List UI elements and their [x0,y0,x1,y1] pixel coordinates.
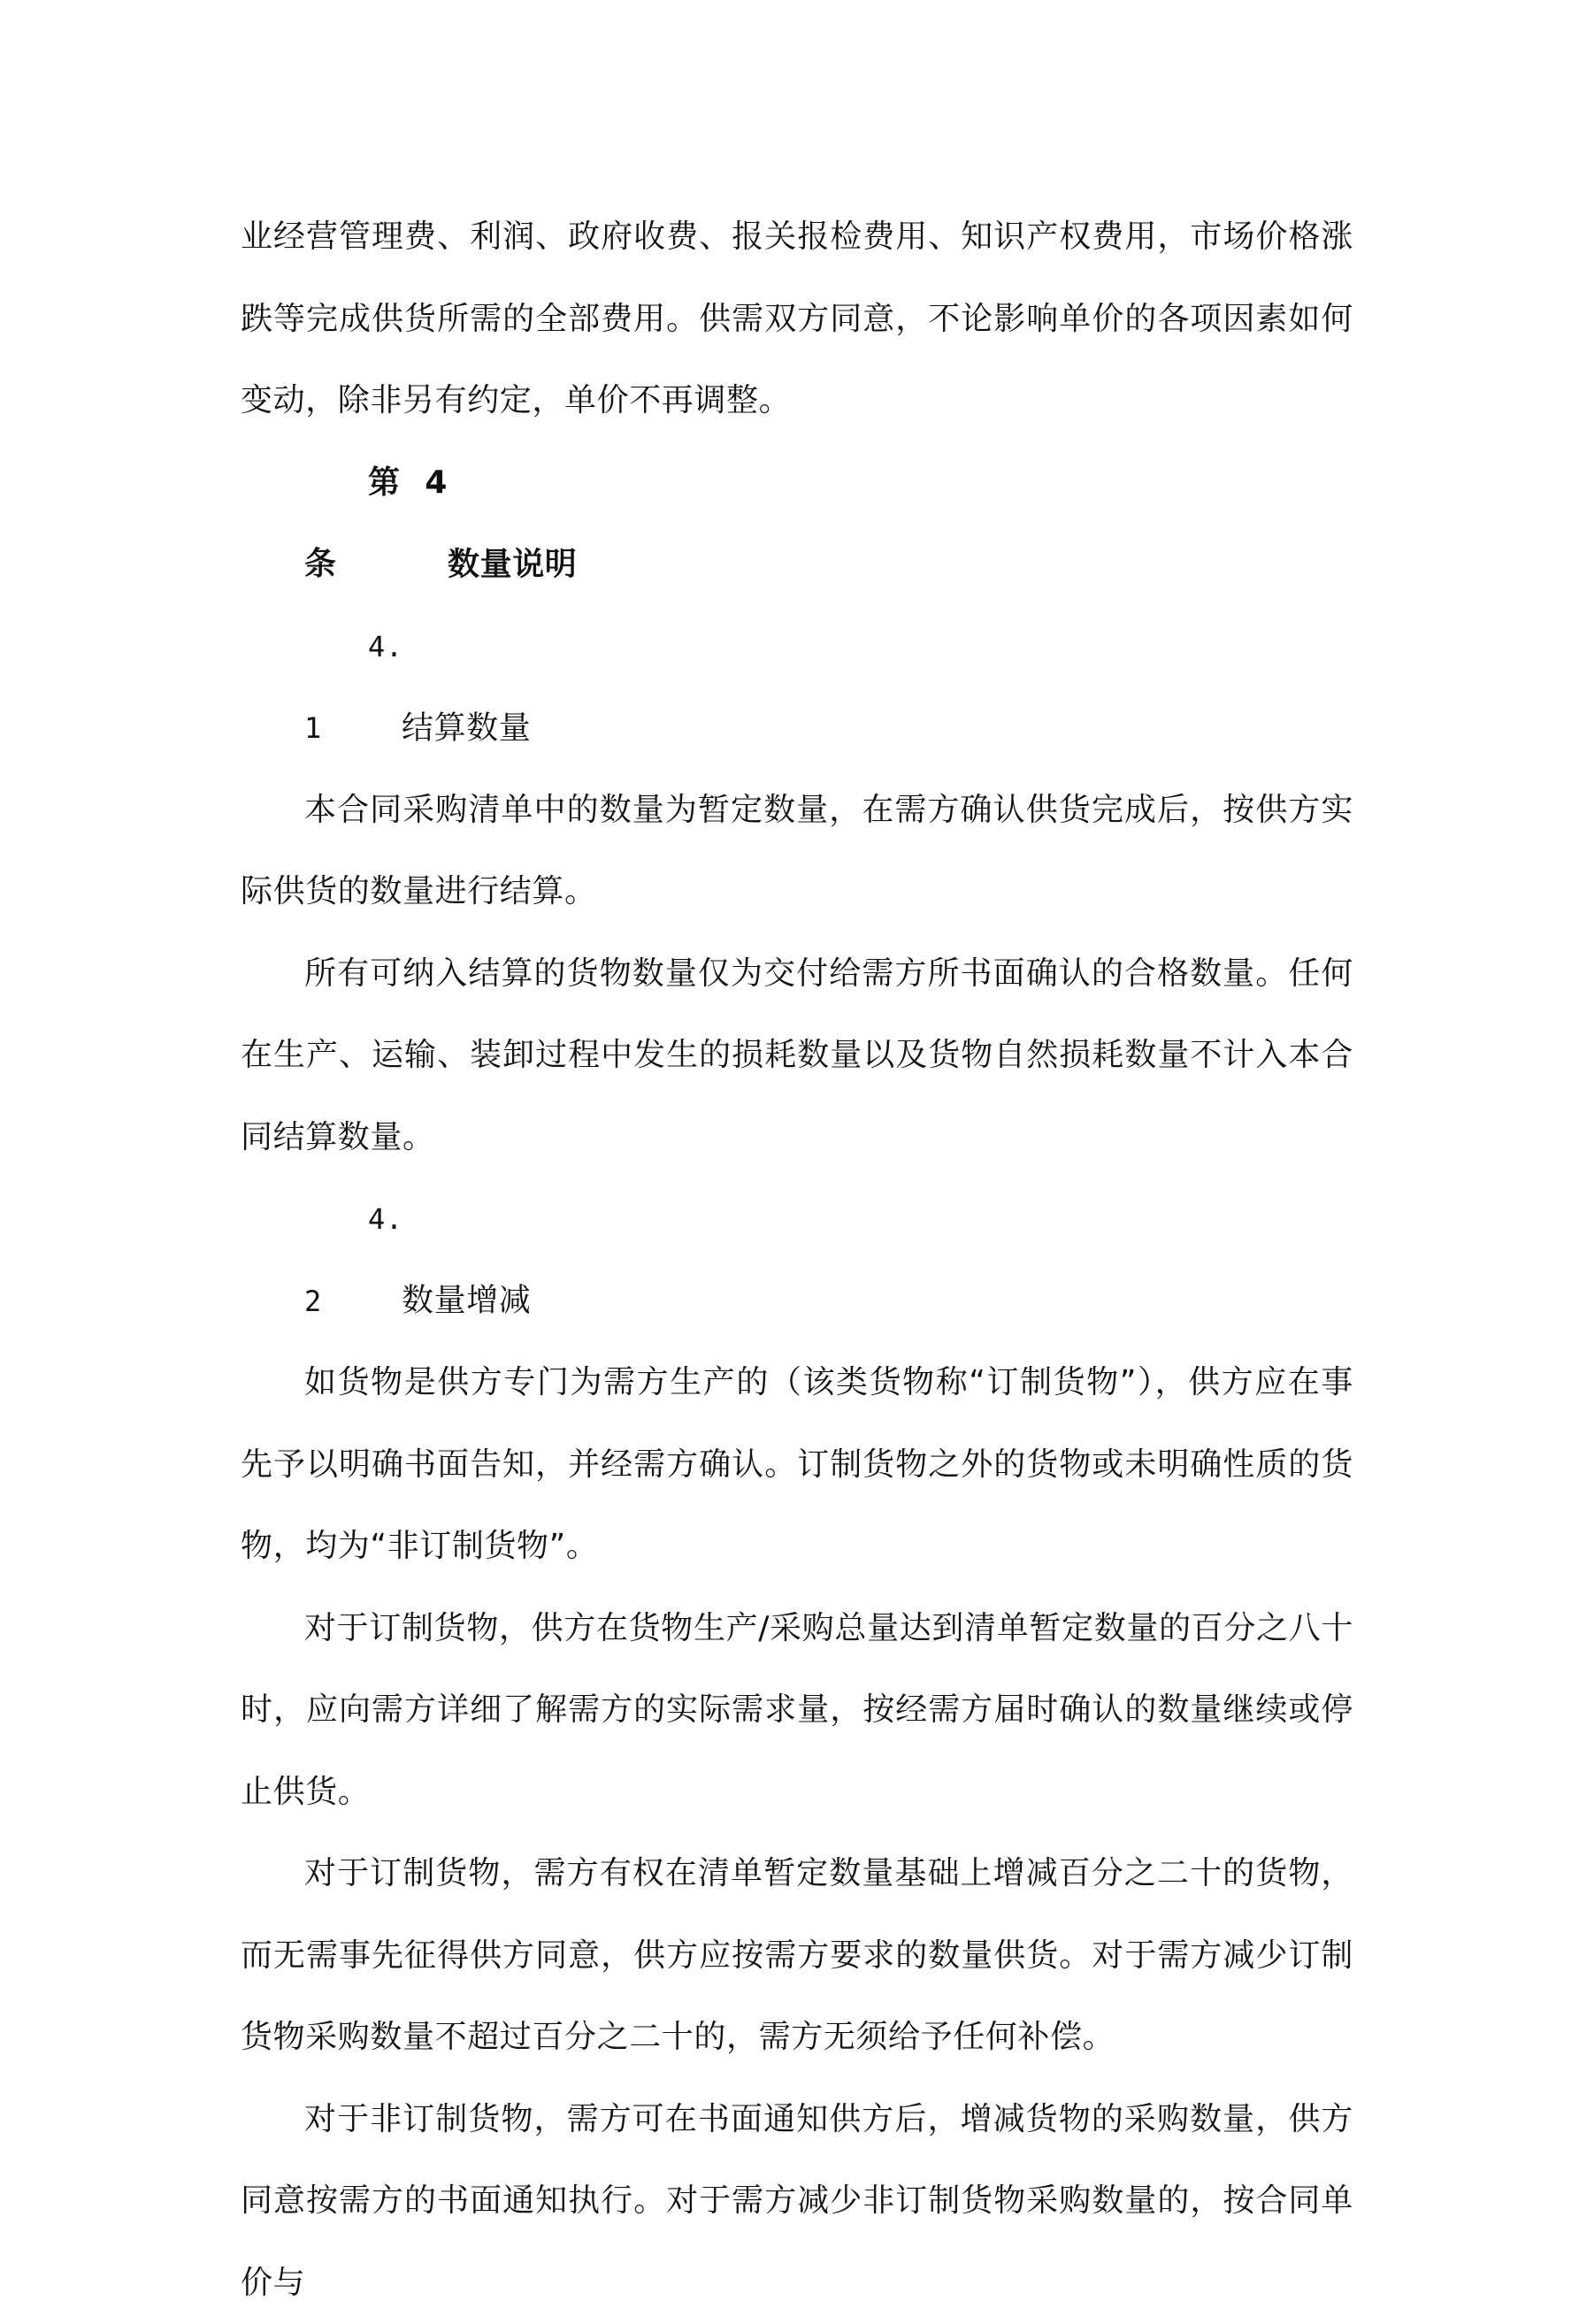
paragraph-settlement-basis: 本合同采购清单中的数量为暂定数量，在需方确认供货完成后，按供方实际供货的数量进行结算。 [241,770,1353,933]
article-4-heading [241,442,1353,606]
section-title: 结算数量 [402,709,531,746]
article-number: 第 4 条 [304,442,448,606]
paragraph-qualified-quantity: 所有可纳入结算的货物数量仅为交付给需方所书面确认的合格数量。任何在生产、运输、装卸过程中发生的损耗数量以及货物自然损耗数量不计入本合同结算数量。 [241,933,1353,1179]
section-number: 4.1 [304,606,402,770]
paragraph-custom-goods-eighty-percent: 对于订制货物，供方在货物生产/采购总量达到清单暂定数量的百分之八十时，应向需方详细了解需方的实际需求量，按经需方届时确认的数量继续或停止供货。 [241,1588,1353,1834]
paragraph-custom-goods-definition: 如货物是供方专门为需方生产的（该类货物称“订制货物”），供方应在事先予以明确书面告知，并经需方确认。订制货物之外的货物或未明确性质的货物，均为“非订制货物”。 [241,1342,1353,1588]
section-4-1-heading [241,606,1353,770]
paragraph-cost-continuation: 业经营管理费、利润、政府收费、报关报检费用、知识产权费用，市场价格涨跌等完成供货所需的全部费用。供需双方同意，不论影响单价的各项因素如何变动，除非另有约定，单价不再调整。 [241,196,1353,442]
document-body [241,196,1353,2324]
paragraph-non-custom-goods: 对于非订制货物，需方可在书面通知供方后，增减货物的采购数量，供方同意按需方的书面通知执行。对于需方减少非订制货物采购数量的，按合同单价与 [241,2079,1353,2324]
article-title: 数量说明 [448,546,577,582]
section-number: 4.2 [304,1178,402,1342]
paragraph-custom-goods-twenty-percent: 对于订制货物，需方有权在清单暂定数量基础上增减百分之二十的货物，而无需事先征得供方同意，供方应按需方要求的数量供货。对于需方减少订制货物采购数量不超过百分之二十的，需方无须给予任何补偿。 [241,1833,1353,2079]
section-4-2-heading [241,1178,1353,1342]
section-title: 数量增减 [402,1283,531,1319]
